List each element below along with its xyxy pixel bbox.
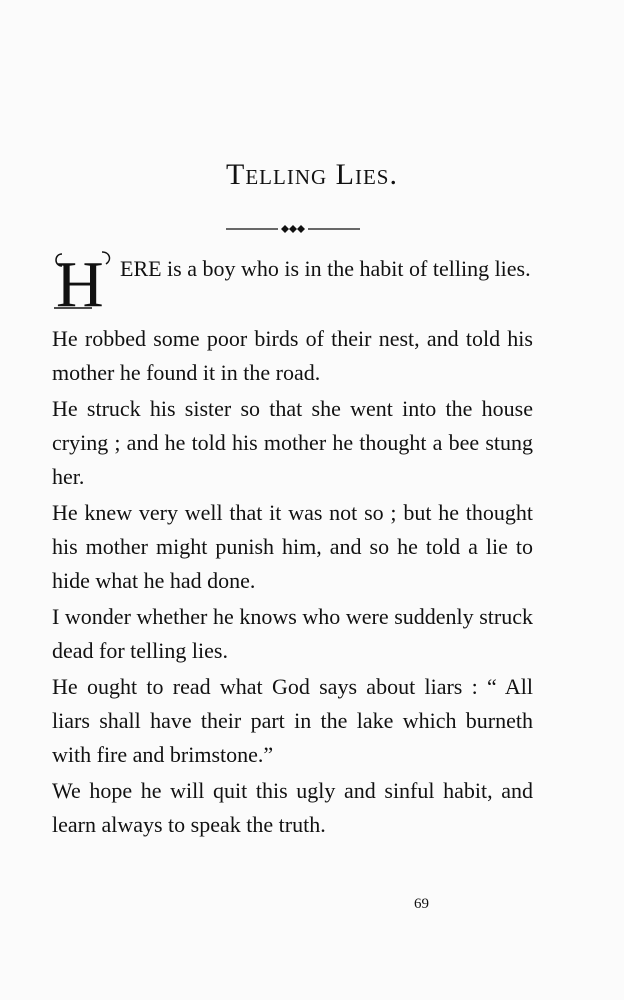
- svg-text:H: H: [56, 248, 104, 316]
- paragraph-6: He ought to read what God says about liars : “ All liars shall have their part in the lake which burneth with fire and brimstone.”: [52, 674, 533, 767]
- chapter-title: Telling Lies.: [226, 158, 398, 191]
- paragraph-3: He struck his sister so that she went into the house crying ; and he told his mother he thought a bee stung her.: [52, 396, 533, 489]
- title-ornament-divider: [226, 224, 360, 234]
- paragraph-2: He robbed some poor birds of their nest, and told his mother he found it in the road.: [52, 326, 533, 385]
- paragraph-5: I wonder whether he knows who were suddenly struck dead for telling lies.: [52, 604, 533, 663]
- ornamental-drop-cap: [52, 246, 116, 316]
- page-body-text: [52, 248, 533, 842]
- page-number: 69: [414, 896, 429, 912]
- paragraph-4: He knew very well that it was not so ; but he thought his mother might punish him, and so he told a lie to hide what he had done.: [52, 500, 533, 593]
- opening-paragraph: [52, 248, 533, 320]
- paragraph-1: ERE is a boy who is in the habit of telling lies.: [120, 256, 531, 281]
- paragraph-7: We hope he will quit this ugly and sinful habit, and learn always to speak the truth.: [52, 778, 533, 837]
